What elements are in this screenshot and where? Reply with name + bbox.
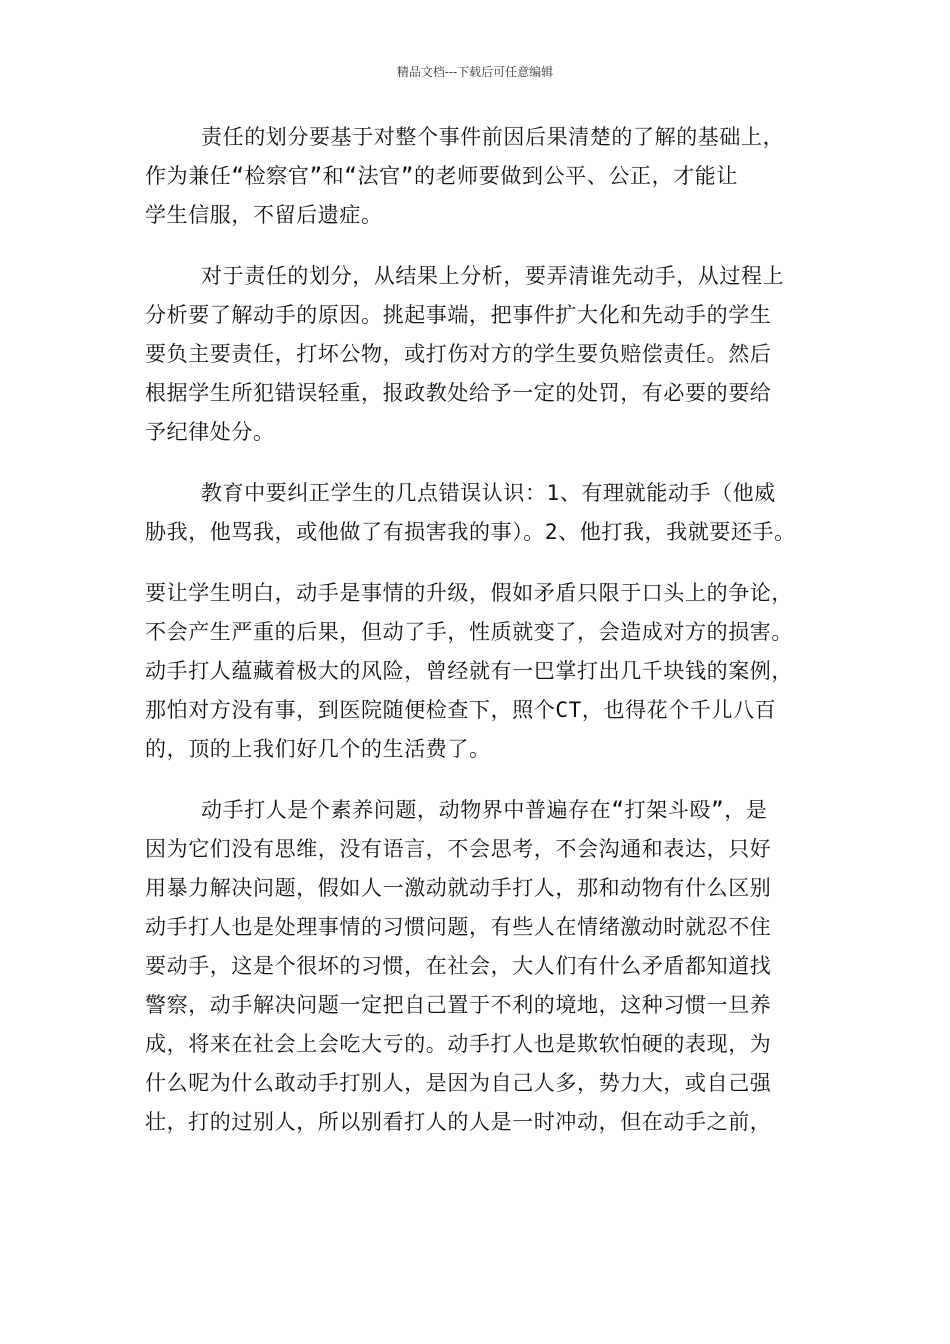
text-line: 根据学生所犯错误轻重，报政教处给予一定的处罚，有必要的要给 bbox=[145, 381, 772, 405]
text-line: 动手打人也是处理事情的习惯问题，有些人在情绪激动时就忍不住 bbox=[145, 915, 772, 939]
text-line: 的，顶的上我们好几个的生活费了。 bbox=[145, 737, 491, 761]
paragraph-escalation bbox=[145, 574, 825, 769]
paragraph-quality-habits bbox=[145, 791, 825, 1142]
paragraph-responsibility-basis bbox=[145, 118, 825, 235]
text-line: 对于责任的划分，从结果上分析，要弄清谁先动手，从过程上 bbox=[201, 264, 785, 288]
paragraph-gap bbox=[145, 452, 825, 474]
text-line: 不会产生严重的后果，但动了手，性质就变了，会造成对方的损害。 bbox=[145, 620, 793, 644]
paragraph-gap bbox=[145, 235, 825, 257]
text-line: 那怕对方没有事，到医院随便检查下，照个CT，也得花个千儿八百 bbox=[145, 698, 777, 722]
text-line: 用暴力解决问题，假如人一激动就动手打人，那和动物有什么区别 bbox=[145, 876, 772, 900]
page-header: 精品文档---下载后可任意编辑 bbox=[396, 65, 554, 79]
document-body bbox=[145, 118, 825, 1142]
text-line: 动手打人蕴藏着极大的风险，曾经就有一巴掌打出几千块钱的案例， bbox=[145, 659, 793, 683]
text-line: 予纪律处分。 bbox=[145, 420, 275, 444]
text-line: 学生信服，不留后遗症。 bbox=[145, 203, 383, 227]
text-line: 责任的划分要基于对整个事件前因后果清楚的了解的基础上， bbox=[201, 125, 785, 149]
paragraph-gap bbox=[145, 769, 825, 791]
paragraph-gap bbox=[145, 552, 825, 574]
text-line: 教育中要纠正学生的几点错误认识：1、有理就能动手（他威 bbox=[201, 481, 776, 505]
text-line: 壮，打的过别人，所以别看打人的人是一时冲动，但在动手之前， bbox=[145, 1110, 772, 1134]
paragraph-misconceptions bbox=[145, 474, 825, 552]
paragraph-responsibility-division bbox=[145, 257, 825, 452]
text-line: 分析要了解动手的原因。挑起事端，把事件扩大化和先动手的学生 bbox=[145, 303, 772, 327]
text-line: 要动手，这是个很坏的习惯，在社会，大人们有什么矛盾都知道找 bbox=[145, 954, 772, 978]
text-line: 因为它们没有思维，没有语言，不会思考，不会沟通和表达，只好 bbox=[145, 837, 772, 861]
text-line: 成，将来在社会上会吃大亏的。动手打人也是欺软怕硬的表现，为 bbox=[145, 1032, 772, 1056]
text-line: 要让学生明白，动手是事情的升级，假如矛盾只限于口头上的争论， bbox=[145, 581, 793, 605]
text-line: 动手打人是个素养问题，动物界中普遍存在“打架斗殴”，是 bbox=[201, 798, 768, 822]
text-line: 作为兼任“检察官”和“法官”的老师要做到公平、公正，才能让 bbox=[145, 164, 738, 188]
text-line: 胁我，他骂我，或他做了有损害我的事）。2、他打我，我就要还手。 bbox=[145, 520, 796, 544]
text-line: 要负主要责任，打坏公物，或打伤对方的学生要负赔偿责任。然后 bbox=[145, 342, 772, 366]
text-line: 警察，动手解决问题一定把自己置于不利的境地，这种习惯一旦养 bbox=[145, 993, 772, 1017]
text-line: 什么呢为什么敢动手打别人，是因为自己人多，势力大，或自己强 bbox=[145, 1071, 772, 1095]
